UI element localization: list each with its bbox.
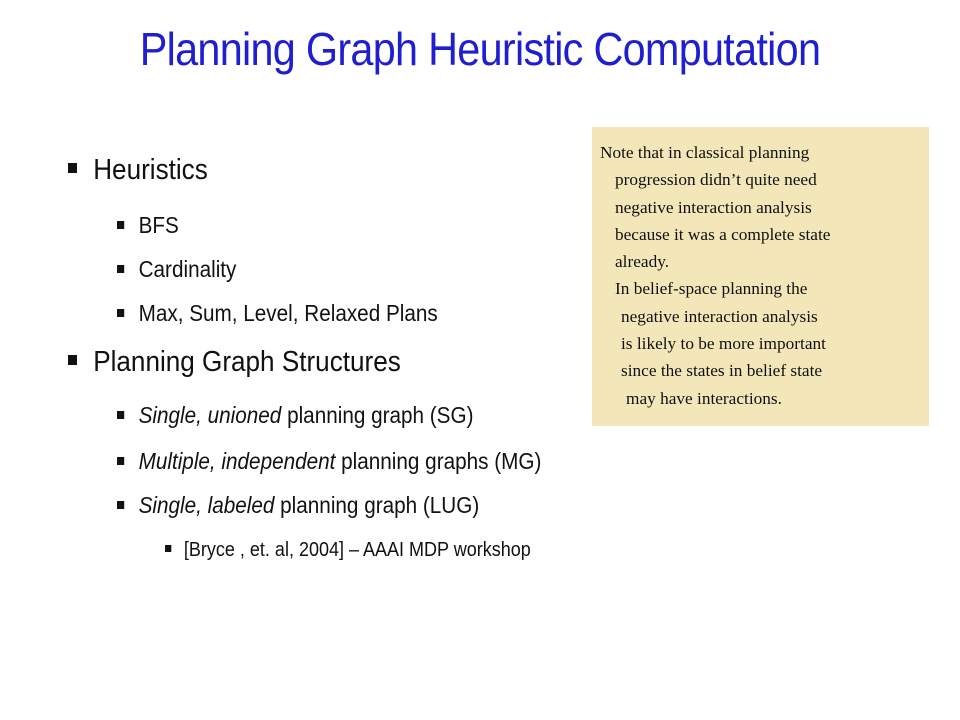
note-line: progression didn’t quite need: [615, 170, 817, 190]
bullet-text: Max, Sum, Level, Relaxed Plans: [138, 300, 438, 326]
bullet-emphasis: Multiple, independent: [138, 448, 336, 474]
sub-sub-bullet-reference: [165, 539, 531, 562]
square-bullet-icon: [117, 265, 124, 273]
square-bullet-icon: [165, 545, 171, 552]
slide-title: Planning Graph Heuristic Computation: [139, 23, 821, 75]
bullet-emphasis: Single, unioned: [138, 402, 282, 428]
note-line: is likely to be more important: [621, 334, 826, 354]
bullet-text: Cardinality: [138, 256, 237, 282]
bullet-text: BFS: [138, 212, 179, 238]
bullet-text: Planning Graph Structures: [93, 346, 401, 378]
note-line: negative interaction analysis: [615, 197, 812, 217]
note-line: because it was a complete state: [615, 224, 831, 244]
bullet-text: Heuristics: [93, 154, 208, 186]
bullet-text: planning graph (LUG): [274, 492, 480, 518]
sub-bullet-lug: [117, 492, 479, 519]
note-line: since the states in belief state: [621, 361, 823, 381]
square-bullet-icon: [117, 221, 124, 229]
note-callout: [592, 127, 929, 426]
bullet-text: [Bryce , et. al, 2004] – AAAI MDP workshop: [183, 539, 531, 561]
bullet-heuristics: [68, 154, 208, 187]
square-bullet-icon: [68, 163, 77, 173]
square-bullet-icon: [117, 309, 124, 317]
note-line: Note that in classical planning: [600, 143, 810, 162]
sub-bullet-sg: [117, 402, 473, 429]
sub-bullet-cardinality: [117, 256, 236, 283]
square-bullet-icon: [68, 355, 77, 365]
bullet-text: planning graph (SG): [281, 402, 474, 428]
square-bullet-icon: [117, 501, 124, 509]
note-line: negative interaction analysis: [621, 306, 818, 326]
square-bullet-icon: [117, 411, 124, 419]
note-line: may have interactions.: [626, 388, 782, 408]
sub-bullet-mg: [117, 448, 541, 475]
sub-bullet-bfs: [117, 212, 179, 239]
note-line: already.: [615, 252, 670, 272]
bullet-emphasis: Single, labeled: [138, 492, 275, 518]
square-bullet-icon: [117, 457, 124, 465]
bullet-planning-graph-structures: [68, 346, 401, 379]
bullet-text: planning graphs (MG): [335, 448, 542, 474]
sub-bullet-max-sum-level: [117, 300, 438, 327]
note-line: In belief-space planning the: [615, 279, 808, 299]
